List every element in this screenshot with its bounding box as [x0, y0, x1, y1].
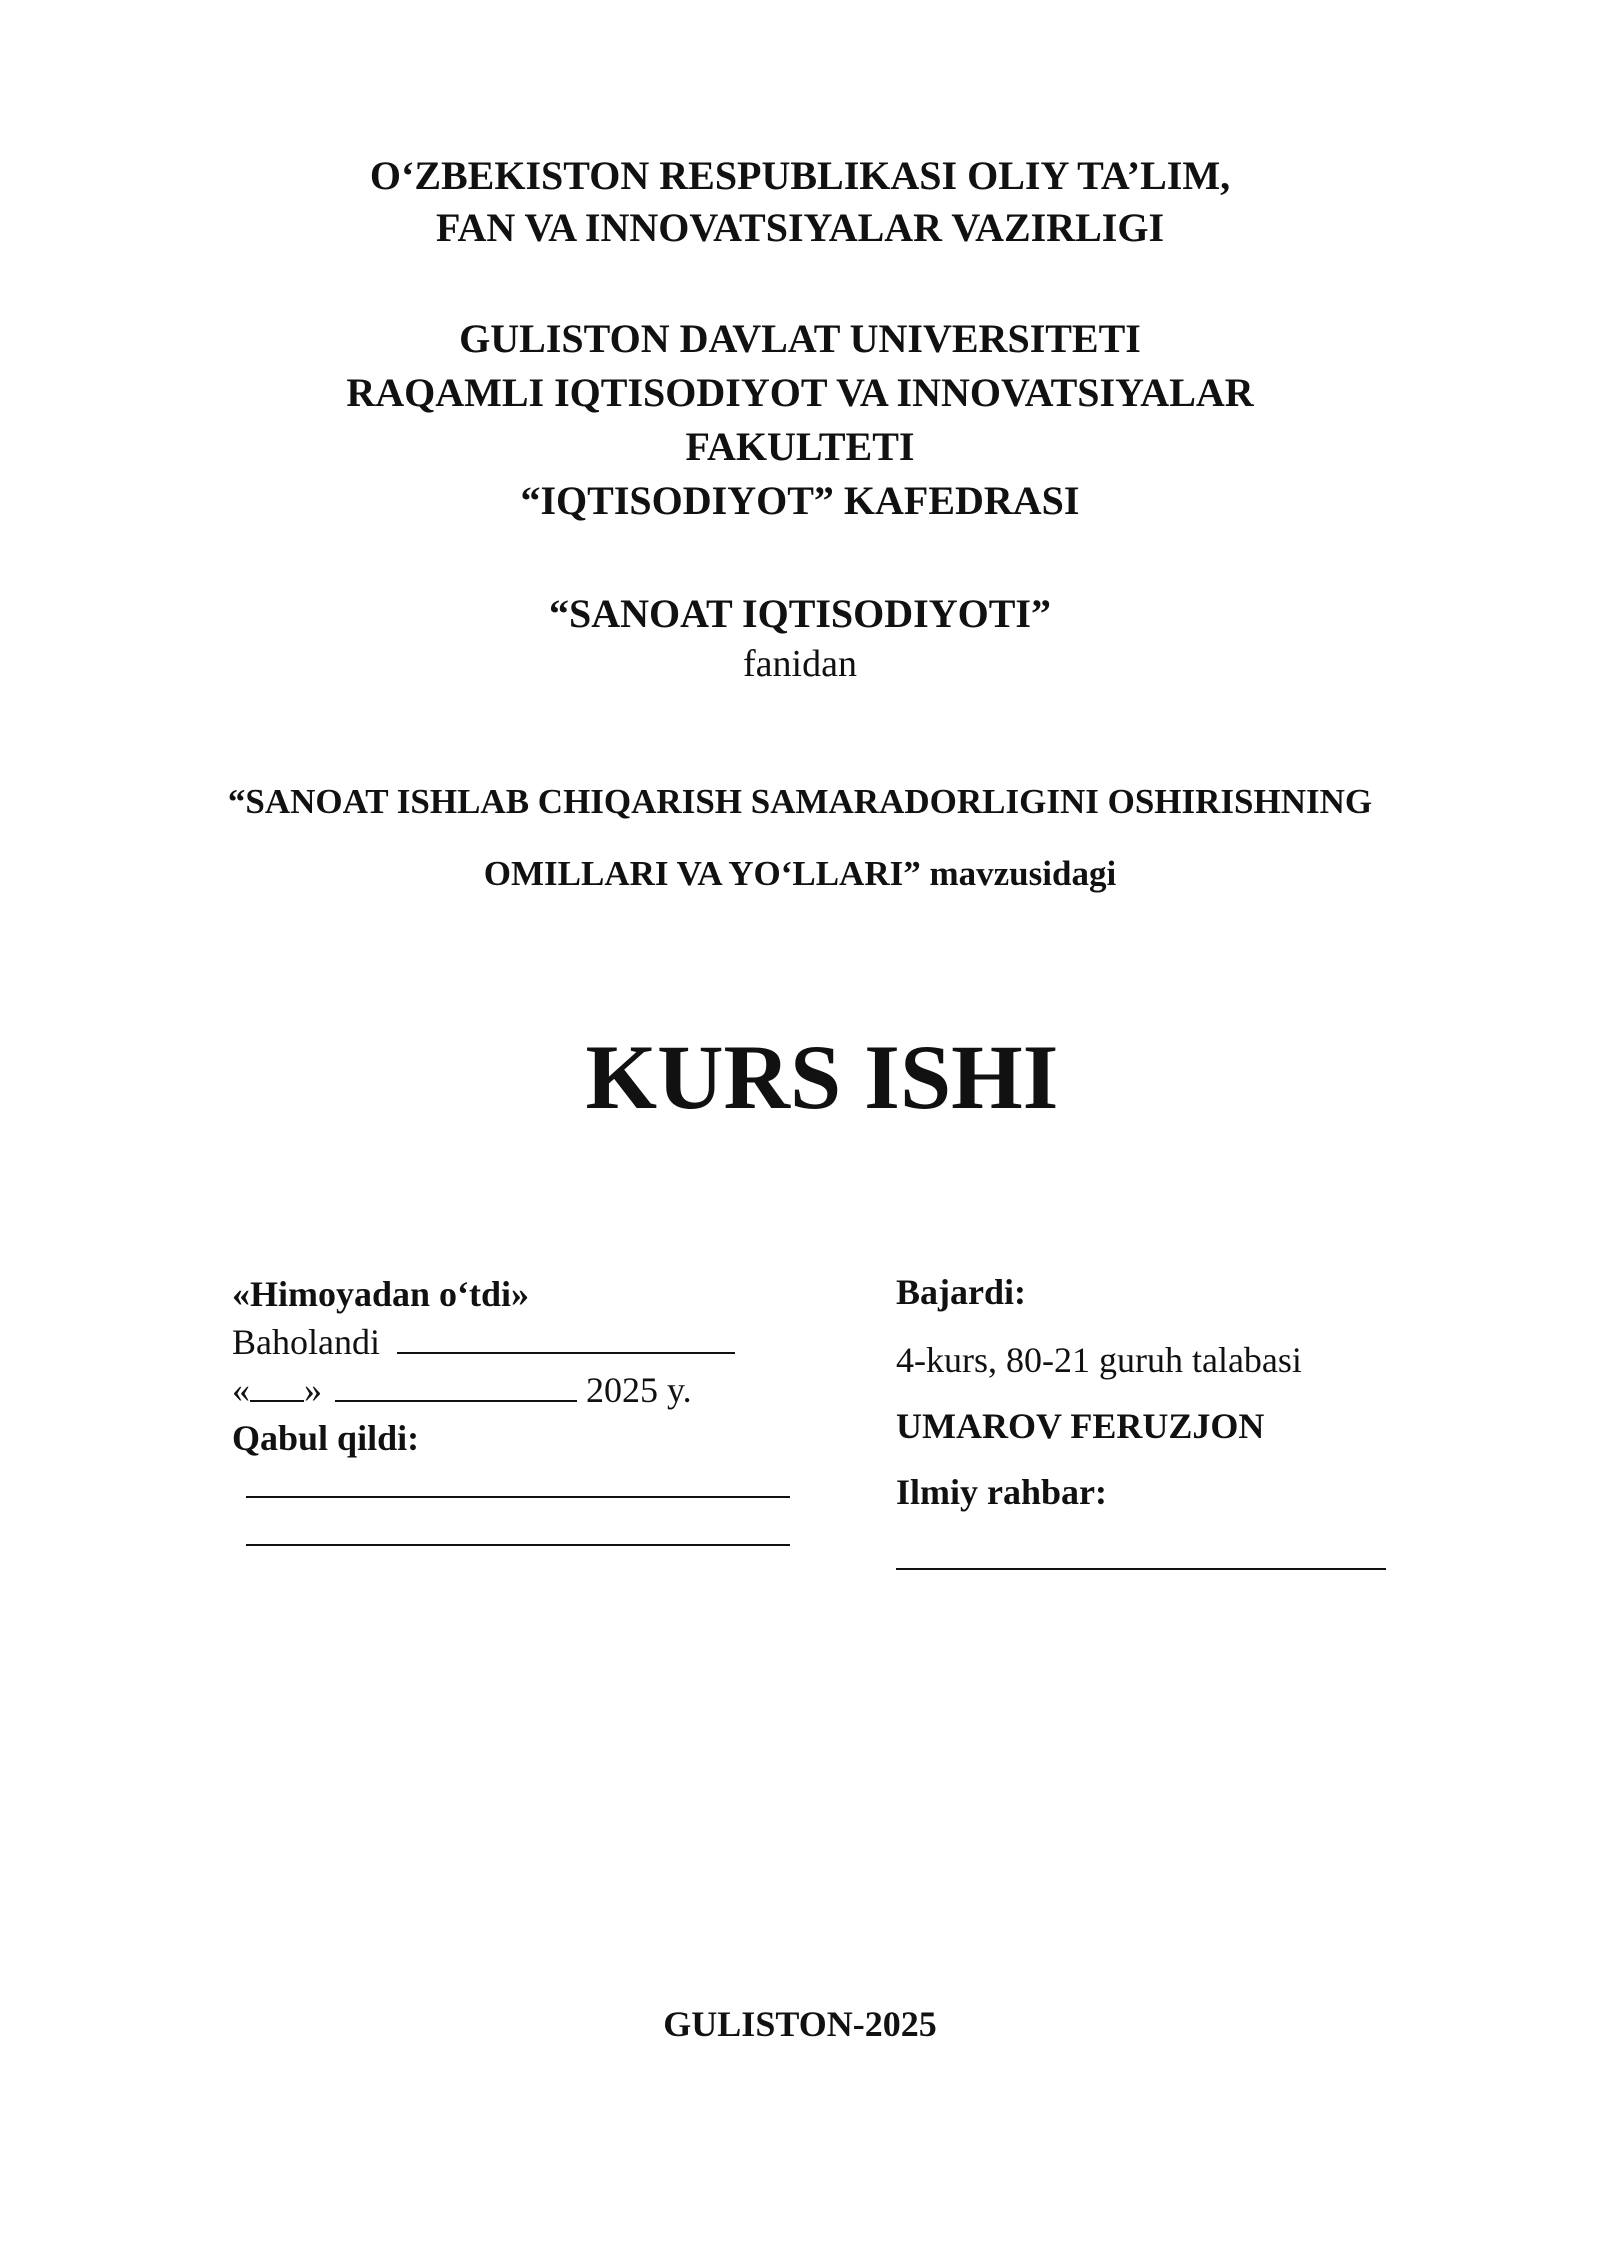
city-year: GULISTON-2025: [663, 2004, 937, 2044]
topic-line-1: “SANOAT ISHLAB CHIQARISH SAMARADORLIGINI OSHIRISHNING: [227, 782, 1373, 821]
date-quote-open: «: [232, 1370, 250, 1410]
graded-label: Baholandi: [232, 1322, 380, 1362]
subject-suffix: fanidan: [743, 643, 857, 685]
accepted-label: Qabul qildi:: [232, 1418, 420, 1458]
course-group: 4-kurs, 80-21 guruh talabasi: [896, 1340, 1302, 1380]
accepted-blank-line-2: [246, 1516, 790, 1546]
document-type-title: KURS ISHI: [585, 1026, 1059, 1128]
ministry-line-2: FAN VA INNOVATSIYALAR VAZIRLIGI: [435, 205, 1165, 250]
day-blank-line: [250, 1372, 304, 1402]
accepted-line-1-row: [232, 1462, 790, 1510]
date-year: 2025 y.: [586, 1370, 692, 1410]
date-row: [232, 1366, 790, 1414]
topic-block: [0, 778, 1600, 898]
defense-block: [232, 1270, 790, 1558]
month-blank-line: [335, 1372, 577, 1402]
graded-row: [232, 1318, 790, 1366]
accepted-line-2-row: [232, 1510, 790, 1558]
supervisor-blank-line: [896, 1540, 1386, 1570]
department-name: “IQTISODIYOT” KAFEDRASI: [520, 478, 1080, 523]
accepted-blank-line-1: [246, 1468, 790, 1498]
topic-line-2: OMILLARI VA YO‘LLARI” mavzusidagi: [483, 854, 1117, 893]
faculty-line-2: FAKULTETI: [685, 424, 915, 469]
done-by-label: Bajardi:: [896, 1272, 1026, 1312]
grade-blank-line: [397, 1324, 735, 1354]
author-block: [896, 1268, 1386, 1582]
date-quote-close: »: [304, 1370, 322, 1410]
subject-name: “SANOAT IQTISODIYOTI”: [549, 591, 1051, 636]
university-name: GULISTON DAVLAT UNIVERSITETI: [459, 316, 1141, 361]
supervisor-label: Ilmiy rahbar:: [896, 1472, 1107, 1512]
subject-block: [0, 588, 1600, 688]
ministry-block: [0, 150, 1600, 254]
university-block: [0, 312, 1600, 528]
student-name: UMAROV FERUZJON: [896, 1406, 1265, 1446]
faculty-line-1: RAQAMLI IQTISODIYOT VA INNOVATSIYALAR: [346, 370, 1254, 415]
defense-passed: «Himoyadan o‘tdi»: [232, 1274, 530, 1314]
supervisor-line-row: [896, 1534, 1386, 1582]
ministry-line-1: O‘ZBEKISTON RESPUBLIKASI OLIY TA’LIM,: [369, 153, 1231, 198]
